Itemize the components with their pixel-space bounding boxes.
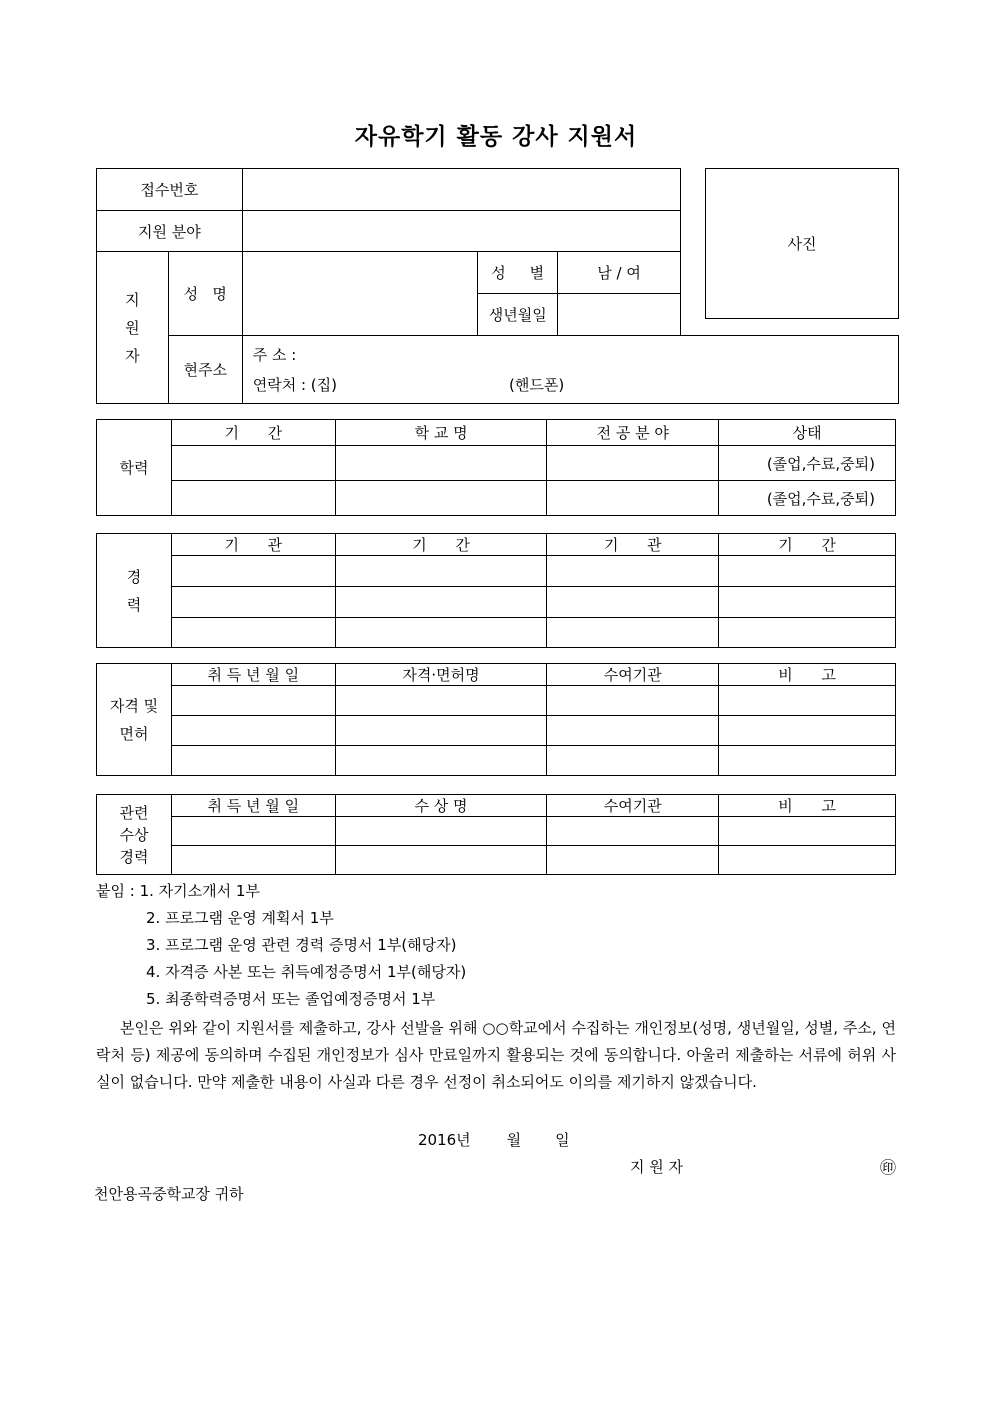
award-header: 수 상 명 — [335, 795, 547, 817]
table-cell[interactable] — [547, 446, 719, 481]
license-label: 자격 및 면허 — [97, 664, 172, 776]
education-header: 학 교 명 — [335, 420, 547, 446]
award-header: 수여기관 — [547, 795, 719, 817]
table-cell[interactable] — [547, 686, 719, 716]
table-cell[interactable] — [171, 481, 335, 516]
award-header: 취 득 년 월 일 — [171, 795, 335, 817]
career-header: 기 간 — [335, 534, 547, 556]
page-title: 자유학기 활동 강사 지원서 — [354, 124, 638, 150]
education-label: 학력 — [97, 420, 172, 516]
contact-line: 연락처 : (집) (핸드폰) — [252, 375, 565, 394]
receipt-no-field[interactable] — [242, 169, 680, 211]
table-cell[interactable] — [335, 556, 547, 587]
consent-text: 본인은 위와 같이 지원서를 제출하고, 강사 선발을 위해 ○○학교에서 수집하는 개인정보(성명, 생년월일, 성별, 주소, 연락처 등) 제공에 동의하며 수집된 개인정보가 심사 만료일까지 활용되는 것에 동의합니다. 아울러 제출하는 서류에 허위 사실이 없습니다. 만약 제출한 내용이 사실과 다른 경우 선정이 취소되어도 이의를 제기하지 않겠습니다. — [96, 1019, 896, 1091]
education-header: 기 간 — [171, 420, 335, 446]
table-cell[interactable] — [335, 846, 547, 875]
table-cell[interactable] — [547, 817, 719, 846]
education-header: 상태 — [719, 420, 896, 446]
table-cell[interactable] — [719, 618, 896, 648]
status-cell[interactable]: (졸업,수료,중퇴) — [719, 446, 896, 481]
license-table — [96, 663, 896, 776]
gender-value[interactable]: 남 / 여 — [558, 252, 681, 294]
table-cell[interactable] — [547, 587, 719, 618]
license-header: 수여기관 — [547, 664, 719, 686]
addressee: 천안용곡중학교장 귀하 — [94, 1185, 244, 1203]
table-cell[interactable] — [171, 716, 335, 746]
table-cell[interactable] — [171, 618, 335, 648]
birth-label: 생년월일 — [478, 294, 558, 336]
license-header: 취 득 년 월 일 — [171, 664, 335, 686]
career-header: 기 간 — [719, 534, 896, 556]
name-field[interactable] — [242, 252, 477, 336]
table-cell[interactable] — [547, 746, 719, 776]
table-cell[interactable] — [335, 446, 547, 481]
award-label: 관련 수상 경력 — [97, 795, 172, 875]
table-cell[interactable] — [547, 846, 719, 875]
table-cell[interactable] — [335, 587, 547, 618]
address-field[interactable] — [242, 336, 898, 404]
table-cell[interactable] — [547, 716, 719, 746]
attachment-item: 5. 최종학력증명서 또는 졸업예정증명서 1부 — [146, 990, 436, 1008]
table-cell[interactable] — [719, 686, 896, 716]
photo-box[interactable]: 사진 — [705, 168, 899, 319]
license-header: 자격·면허명 — [335, 664, 547, 686]
attachment-item: 붙임 : 1. 자기소개서 1부 — [96, 882, 260, 900]
table-cell[interactable] — [335, 746, 547, 776]
license-header: 비 고 — [719, 664, 896, 686]
table-cell[interactable] — [335, 817, 547, 846]
career-label: 경 력 — [97, 534, 172, 648]
gender-label: 성 별 — [478, 252, 558, 294]
table-cell[interactable] — [547, 481, 719, 516]
education-header: 전 공 분 야 — [547, 420, 719, 446]
table-cell[interactable] — [171, 446, 335, 481]
table-cell[interactable] — [335, 686, 547, 716]
career-header: 기 관 — [171, 534, 335, 556]
attachments-prefix: 붙임 : — [96, 882, 135, 900]
table-cell[interactable] — [719, 846, 896, 875]
birth-field[interactable] — [558, 294, 681, 336]
field-value[interactable] — [242, 211, 680, 252]
date-line: 2016년 월 일 — [418, 1131, 570, 1149]
table-cell[interactable] — [335, 618, 547, 648]
name-label: 성 명 — [168, 252, 242, 336]
career-table — [96, 533, 896, 648]
field-label: 지원 분야 — [97, 211, 243, 252]
address-label: 현주소 — [168, 336, 242, 404]
table-cell[interactable] — [171, 587, 335, 618]
table-cell[interactable] — [171, 817, 335, 846]
attachment-item: 4. 자격증 사본 또는 취득예정증명서 1부(해당자) — [146, 963, 467, 981]
address-line: 주 소 : — [252, 345, 297, 364]
award-header: 비 고 — [719, 795, 896, 817]
receipt-no-label: 접수번호 — [97, 169, 243, 211]
career-header: 기 관 — [547, 534, 719, 556]
award-table — [96, 794, 896, 875]
attachment-item: 3. 프로그램 운영 관련 경력 증명서 1부(해당자) — [146, 936, 457, 954]
applicant-label: 지 원 자 — [97, 252, 169, 404]
table-cell[interactable] — [171, 746, 335, 776]
status-cell[interactable]: (졸업,수료,중퇴) — [719, 481, 896, 516]
attachment-item: 2. 프로그램 운영 계획서 1부 — [146, 909, 334, 927]
table-cell[interactable] — [171, 846, 335, 875]
table-cell[interactable] — [335, 716, 547, 746]
table-cell[interactable] — [719, 746, 896, 776]
education-table — [96, 419, 896, 516]
table-cell[interactable] — [719, 556, 896, 587]
table-cell[interactable] — [547, 556, 719, 587]
seal-mark[interactable]: ㊞ — [880, 1158, 897, 1177]
table-cell[interactable] — [719, 587, 896, 618]
table-cell[interactable] — [547, 618, 719, 648]
table-cell[interactable] — [719, 716, 896, 746]
table-cell[interactable] — [335, 481, 547, 516]
table-cell[interactable] — [719, 817, 896, 846]
table-cell[interactable] — [171, 686, 335, 716]
table-cell[interactable] — [171, 556, 335, 587]
signer-label: 지 원 자 — [630, 1158, 684, 1176]
